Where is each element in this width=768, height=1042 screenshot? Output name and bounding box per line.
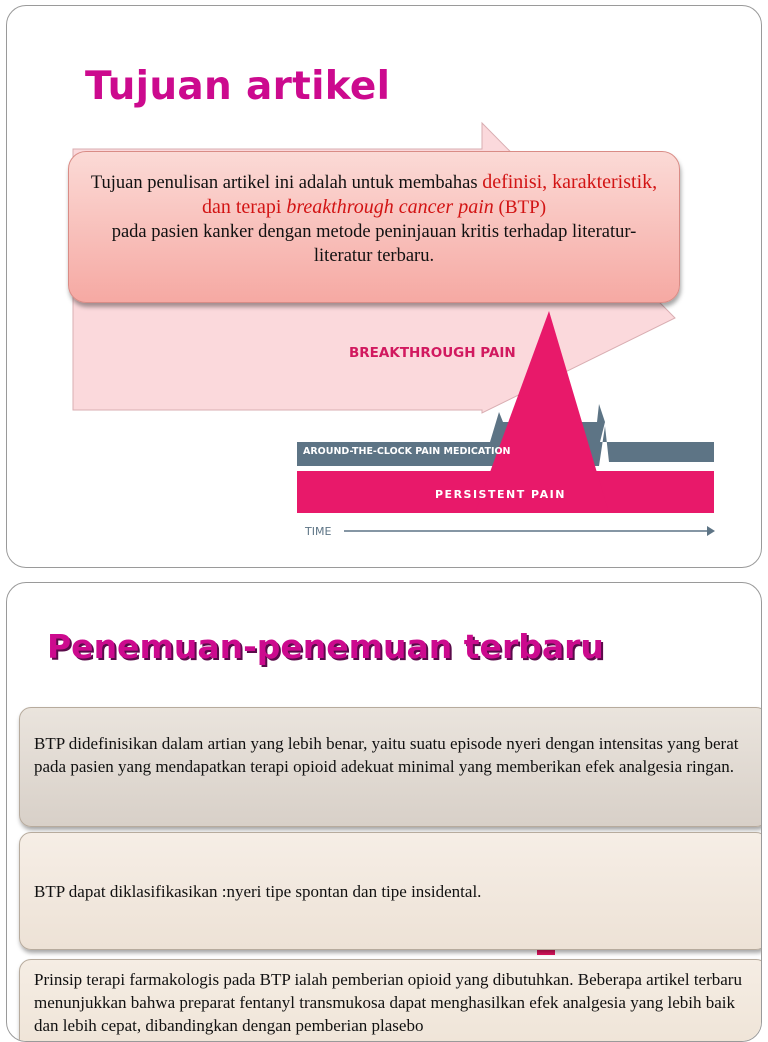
callout-text-rest: pada pasien kanker dengan metode peninjauan kritis terhadap literatur-literatur terbaru. xyxy=(111,222,637,266)
finding-box xyxy=(19,832,762,950)
finding-text: Prinsip terapi farmakologis pada BTP ialah pemberian opioid yang dibutuhkan. Beberapa artikel terbaru menunjukkan bahwa preparat fentanyl transmukosa dapat menghasilkan efek analgesia yang lebih baik dan lebih cepat, dibandingkan dengan pemberian plasebo xyxy=(34,970,742,1035)
callout-highlight-italic: breakthrough cancer pain xyxy=(286,196,494,218)
finding-text: BTP didefinisikan dalam artian yang lebih benar, yaitu suatu episode nyeri dengan intensitas yang berat pada pasien yang mendapatkan terapi opioid adekuat minimal yang memberikan efek analgesia ringan. xyxy=(34,734,739,776)
persistent-pain-label: PERSISTENT PAIN xyxy=(435,488,566,501)
time-label: TIME xyxy=(305,525,332,538)
finding-box xyxy=(19,707,762,827)
breakthrough-label: BREAKTHROUGH PAIN xyxy=(349,345,516,361)
callout-highlight: definisi, karakteristik, dan terapi xyxy=(201,171,658,218)
slide-title: Penemuan-penemuan terbaru xyxy=(47,627,604,666)
callout-text-intro: Tujuan penulisan artikel ini adalah untuk membahas xyxy=(90,173,483,193)
objective-callout xyxy=(68,151,680,303)
finding-box xyxy=(19,959,762,1042)
time-arrowhead xyxy=(707,526,715,536)
slide-title: Tujuan artikel xyxy=(85,64,391,109)
finding-text: BTP dapat diklasifikasikan :nyeri tipe spontan dan tipe insidental. xyxy=(34,882,482,901)
slide-tujuan-artikel xyxy=(6,5,762,568)
callout-btp: (BTP) xyxy=(493,197,547,218)
medication-label: AROUND-THE-CLOCK PAIN MEDICATION xyxy=(303,446,511,457)
slide-penemuan-terbaru xyxy=(6,582,762,1042)
